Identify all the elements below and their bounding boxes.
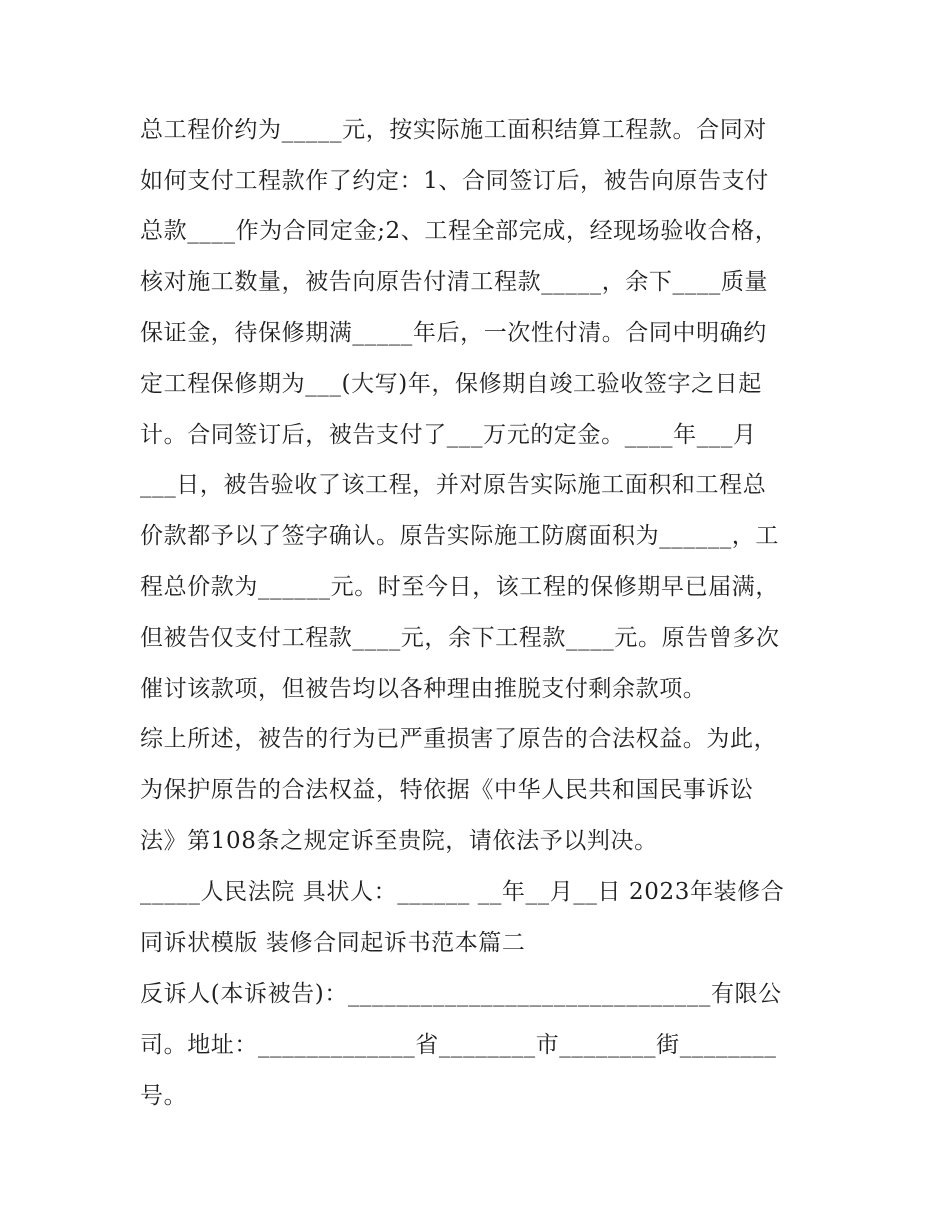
text-line-4: 核对施工数量，被告向原告付清工程款_____，余下____质量 xyxy=(140,269,769,295)
text-line-14: 为保护原告的合法权益，特依据《中华人民共和国民事诉讼 xyxy=(140,777,754,803)
text-line-8: ___日，被告验收了该工程，并对原告实际施工面积和工程总 xyxy=(140,472,767,498)
text-line-2: 如何支付工程款作了约定：1、合同签订后，被告向原告支付 xyxy=(140,168,769,194)
text-line-3: 总款____作为合同定金;2、工程全部完成，经现场验收合格， xyxy=(140,218,779,244)
text-line-9: 价款都予以了签字确认。原告实际施工防腐面积为______，工 xyxy=(140,523,779,549)
text-line-10: 程总价款为______元。时至今日，该工程的保修期早已届满， xyxy=(140,574,779,600)
text-line-19: 司。地址：_____________省________市________街________ xyxy=(140,1032,777,1058)
text-line-13: 综上所述，被告的行为已严重损害了原告的合法权益。为此， xyxy=(140,726,778,752)
text-line-7: 计。合同签订后，被告支付了___万元的定金。____年___月 xyxy=(140,422,757,448)
text-line-17: 同诉状模版 装修合同起诉书范本篇二 xyxy=(140,930,526,956)
text-line-1: 总工程价约为_____元，按实际施工面积结算工程款。合同对 xyxy=(140,117,767,143)
text-line-5: 保证金，待保修期满_____年后，一次性付清。合同中明确约 xyxy=(140,320,767,346)
text-line-20: 号。 xyxy=(140,1083,188,1109)
text-line-18: 反诉人(本诉被告)：______________________________有限公 xyxy=(140,981,782,1007)
text-line-6: 定工程保修期为___(大写)年，保修期自竣工验收签字之日起 xyxy=(140,371,762,397)
text-line-16: _____人民法院 具状人：______ __年__月__日 2023年装修合 xyxy=(140,879,785,905)
text-line-11: 但被告仅支付工程款____元，余下工程款____元。原告曾多次 xyxy=(140,625,780,651)
text-line-15: 法》第108条之规定诉至贵院，请依法予以判决。 xyxy=(140,828,658,854)
text-line-12: 催讨该款项，但被告均以各种理由推脱支付剩余款项。 xyxy=(140,676,707,702)
